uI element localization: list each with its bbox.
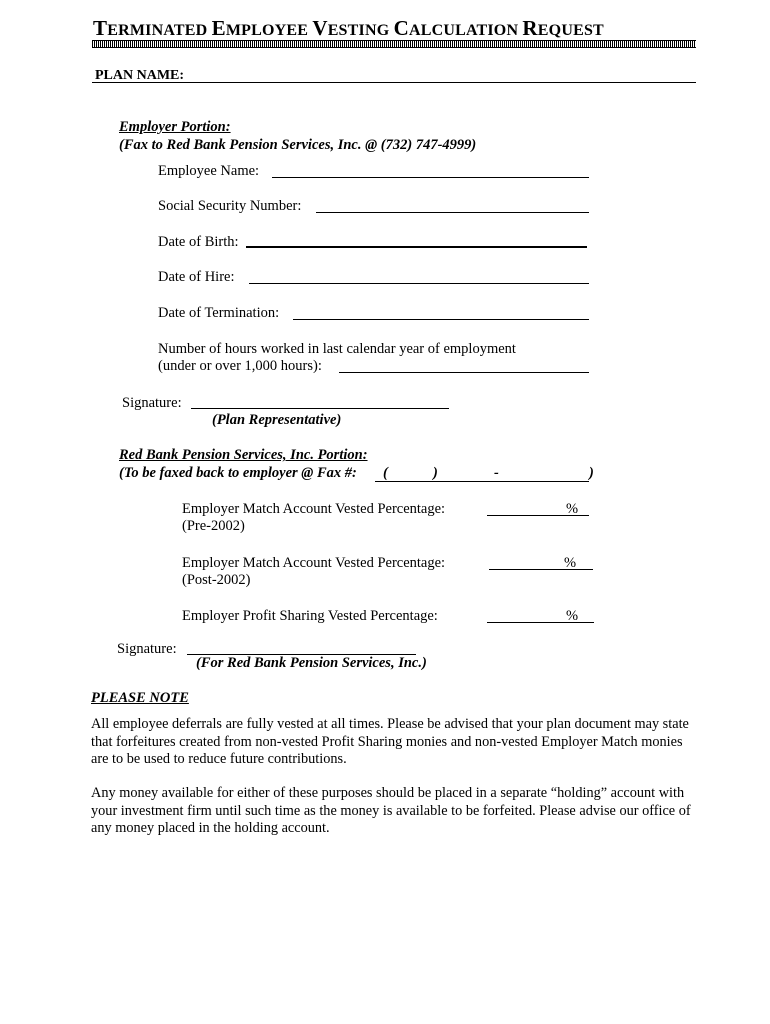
termination-date-label: Date of Termination: <box>158 305 280 321</box>
match-pre2002-percent: % <box>566 501 579 517</box>
note-paragraph-1: All employee deferrals are fully vested at all times. Please be advised that your plan document may state that forfeitures created from non-vested Profit Sharing monies and non-vested Employer Match monies are to be used to reduce future contributions. <box>91 716 689 767</box>
termination-date-field[interactable] <box>293 319 589 320</box>
profit-sharing-percent: % <box>566 608 579 624</box>
fax-dash: - <box>494 465 499 481</box>
hours-label-line2: (under or over 1,000 hours): <box>158 358 322 374</box>
hire-date-label: Date of Hire: <box>158 269 235 285</box>
dob-label: Date of Birth: <box>158 234 239 250</box>
profit-sharing-label: Employer Profit Sharing Vested Percentage: <box>182 608 438 624</box>
dob-field[interactable] <box>246 246 587 248</box>
match-post2002-percent: % <box>564 555 577 571</box>
match-post2002-sub: (Post-2002) <box>182 572 251 588</box>
employer-signature-label: Signature: <box>122 395 182 411</box>
plan-name-label: PLAN NAME: <box>95 68 185 83</box>
employer-signature-caption: (Plan Representative) <box>212 412 342 428</box>
employee-name-field[interactable] <box>272 177 589 178</box>
ssn-label: Social Security Number: <box>158 198 302 214</box>
employee-name-label: Employee Name: <box>158 163 260 179</box>
match-post2002-label: Employer Match Account Vested Percentage: <box>182 555 446 571</box>
fax-area-close-paren: ) <box>433 465 438 481</box>
rbps-signature-label: Signature: <box>117 641 177 657</box>
match-pre2002-sub: (Pre-2002) <box>182 518 245 534</box>
plan-name-field[interactable] <box>92 82 696 83</box>
hours-label-line1: Number of hours worked in last calendar year of employment <box>158 341 516 357</box>
note-paragraph-2: Any money available for either of these purposes should be placed in a separate “holding” account with your investment firm until such time as the money is available to be forfeited. Please advise our office of any money placed in the holding account. <box>91 785 691 836</box>
hours-field[interactable] <box>339 372 589 373</box>
fax-area-open-paren: ( <box>383 465 388 481</box>
ssn-field[interactable] <box>316 212 589 213</box>
hire-date-field[interactable] <box>249 283 589 284</box>
employer-signature-field[interactable] <box>191 408 449 409</box>
please-note-heading: PLEASE NOTE <box>91 690 189 706</box>
rbps-fax-back-label: (To be faxed back to employer @ Fax #: <box>119 465 357 481</box>
match-pre2002-label: Employer Match Account Vested Percentage: <box>182 501 446 517</box>
fax-number-field[interactable] <box>375 481 589 482</box>
rbps-signature-caption: (For Red Bank Pension Services, Inc.) <box>196 655 427 671</box>
match-post2002-field[interactable] <box>489 569 593 570</box>
rbps-portion-heading: Red Bank Pension Services, Inc. Portion: <box>119 447 368 463</box>
fax-end-paren: ) <box>589 465 594 481</box>
employer-portion-heading: Employer Portion: <box>119 119 231 135</box>
title-divider <box>92 40 696 48</box>
employer-fax-line: (Fax to Red Bank Pension Services, Inc. @ (732) 747-4999) <box>119 137 477 153</box>
form-title: TERMINATED EMPLOYEE VESTING CALCULATION REQUEST <box>93 16 604 40</box>
